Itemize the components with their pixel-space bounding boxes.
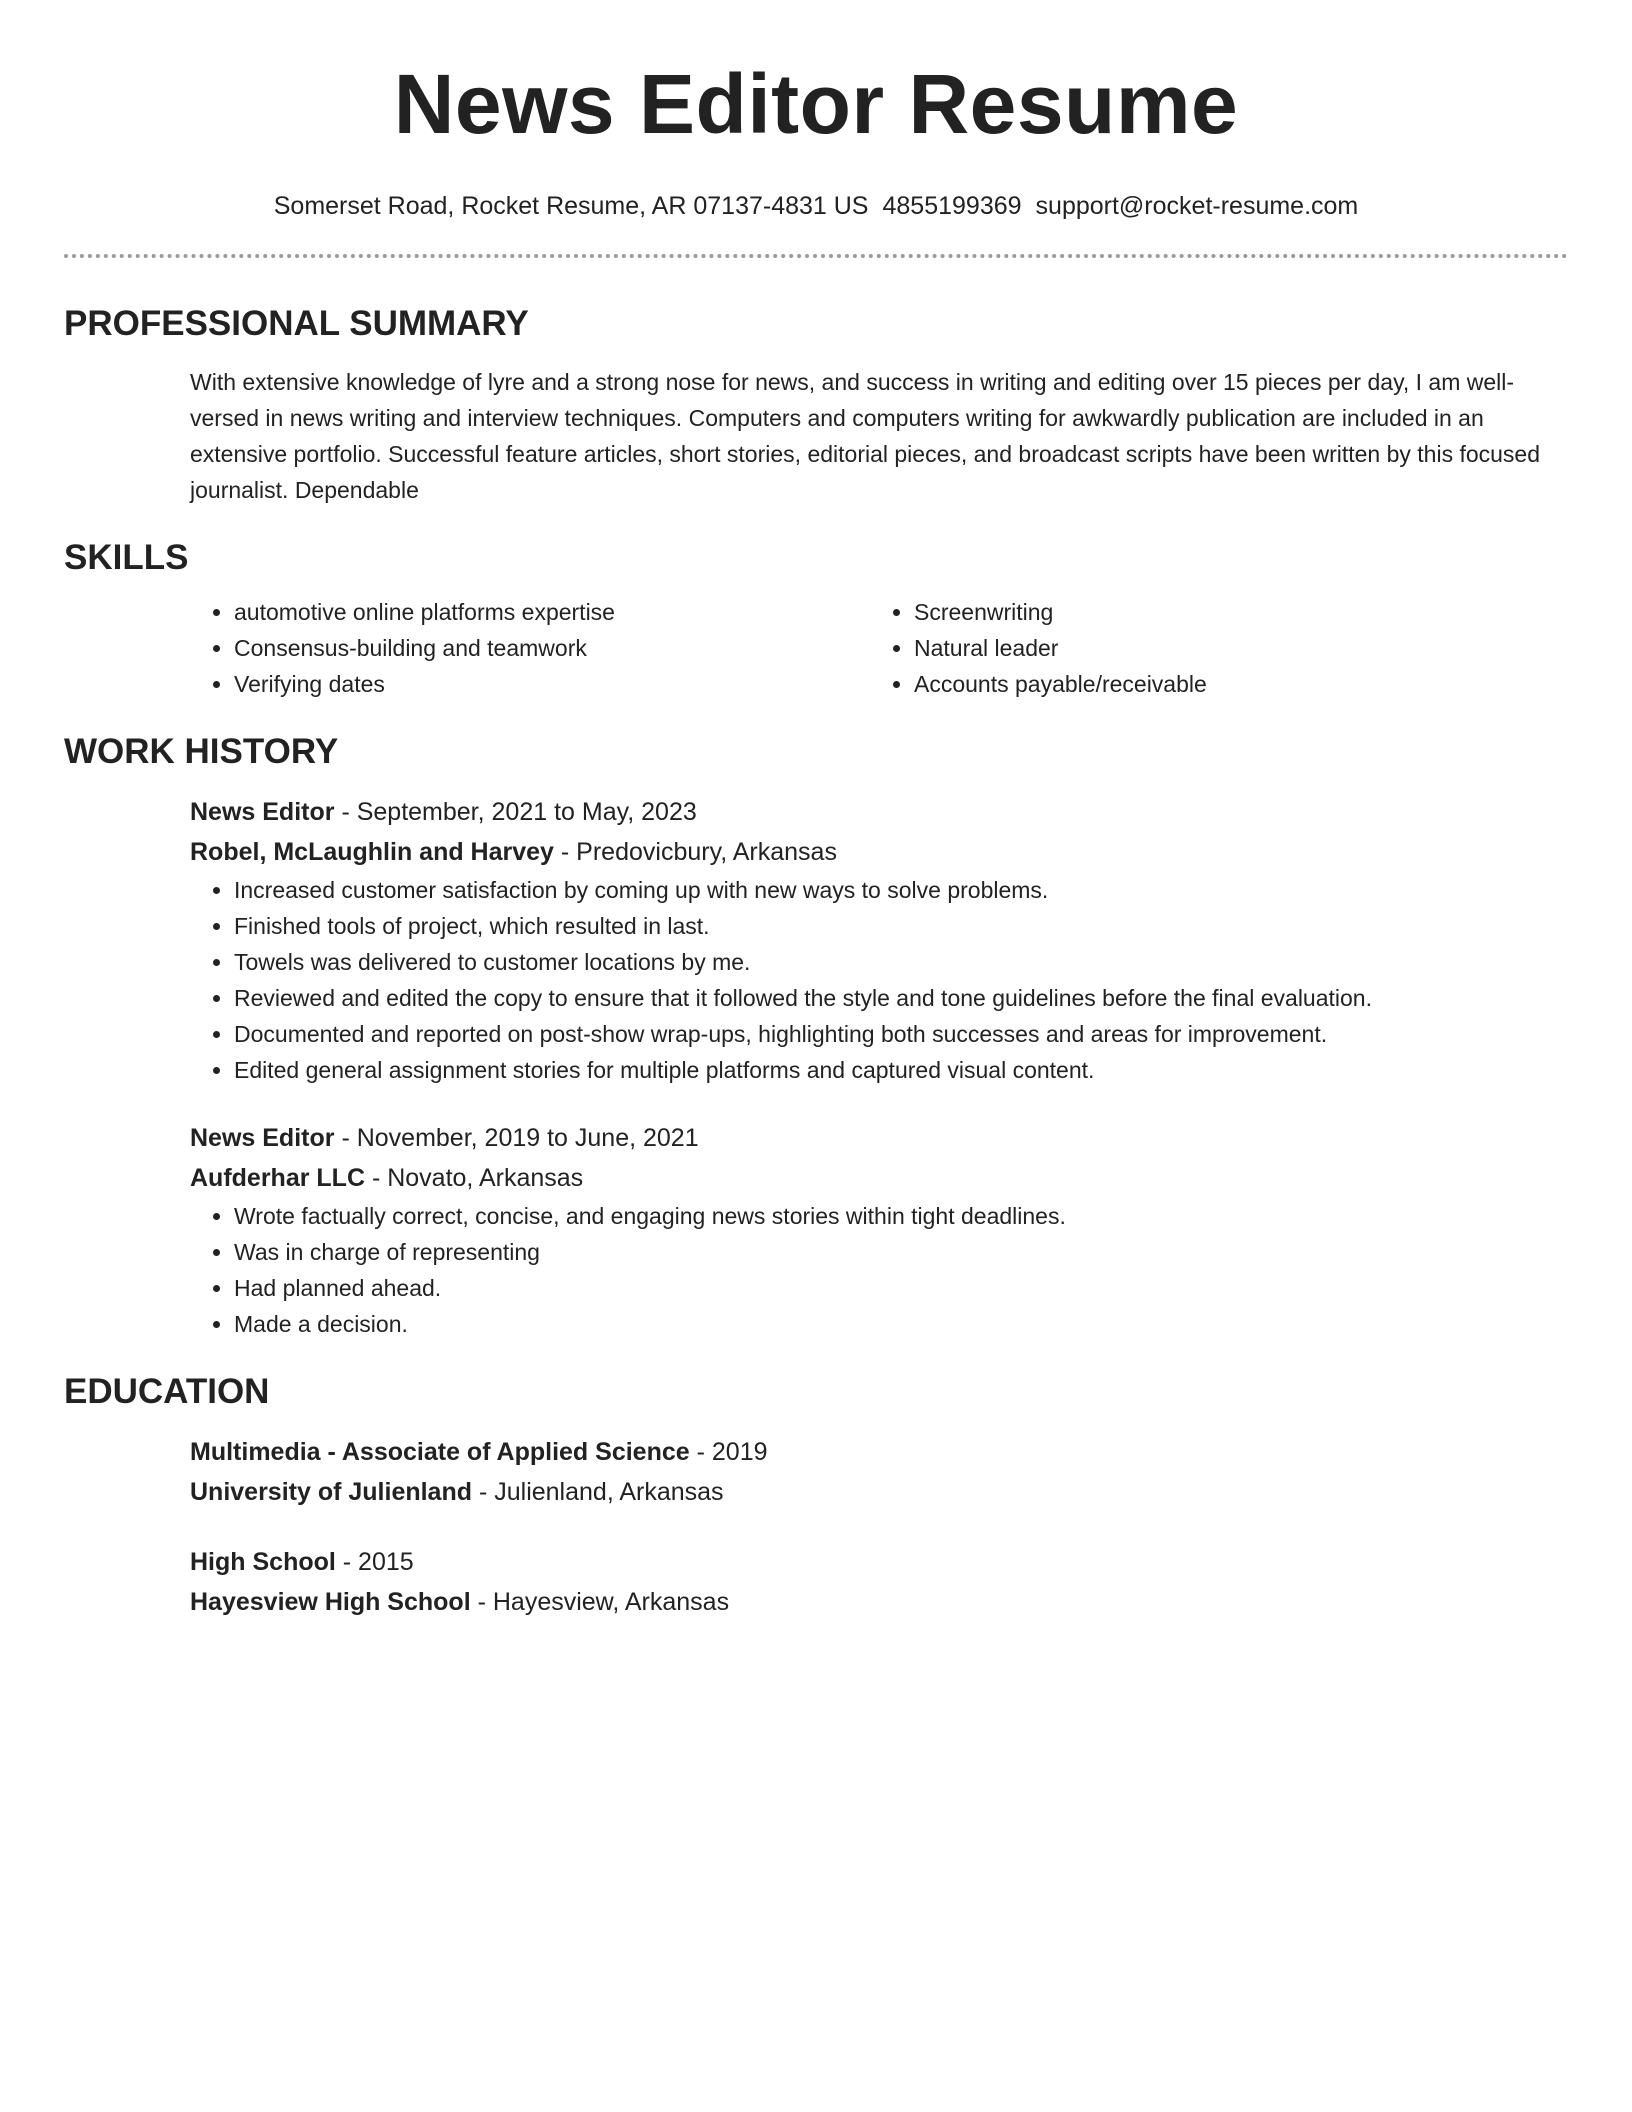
job-duty: • Had planned ahead. xyxy=(234,1270,1568,1306)
skills-heading: SKILLS xyxy=(64,538,189,577)
contact-line xyxy=(64,190,1568,222)
education-degree: Multimedia - Associate of Applied Science xyxy=(190,1438,690,1466)
skill-item: • Screenwriting xyxy=(914,594,1550,630)
job-company-line xyxy=(190,832,1568,872)
job-company-line xyxy=(190,1158,1568,1198)
job-company: Robel, McLaughlin and Harvey xyxy=(190,838,554,866)
job-dates: - September, 2021 to May, 2023 xyxy=(341,798,697,826)
education-location: - Hayesview, Arkansas xyxy=(477,1588,730,1616)
job-company: Aufderhar LLC xyxy=(190,1164,365,1192)
resume-page xyxy=(64,0,1568,1622)
job-title: News Editor xyxy=(190,1124,335,1152)
education-school: Hayesview High School xyxy=(190,1588,471,1616)
education-year: - 2019 xyxy=(696,1438,768,1466)
job-duty: • Towels was delivered to customer locations by me. xyxy=(234,944,1568,980)
job-duty: • Finished tools of project, which resulted in last. xyxy=(234,908,1568,944)
contact-phone: 4855199369 xyxy=(882,192,1022,220)
job-duty: • Increased customer satisfaction by coming up with new ways to solve problems. xyxy=(234,872,1568,908)
header-divider xyxy=(64,254,1568,258)
education-heading: EDUCATION xyxy=(64,1372,270,1411)
job-title: News Editor xyxy=(190,798,335,826)
education-degree: High School xyxy=(190,1548,336,1576)
skills-column-right xyxy=(870,594,1550,702)
job-duty: • Made a decision. xyxy=(234,1306,1568,1342)
job-duty: • Documented and reported on post-show wrap-ups, highlighting both successes and areas for improvement. xyxy=(234,1016,1568,1052)
skills-grid xyxy=(190,594,1568,702)
skill-item: • Consensus-building and teamwork xyxy=(234,630,870,666)
skill-item: • Natural leader xyxy=(914,630,1550,666)
contact-address: Somerset Road, Rocket Resume, AR 07137-4831 US xyxy=(273,192,869,220)
job-title-line xyxy=(190,1118,1568,1158)
education-location: - Julienland, Arkansas xyxy=(478,1478,724,1506)
skill-item: • automotive online platforms expertise xyxy=(234,594,870,630)
job-title-line xyxy=(190,792,1568,832)
contact-email: support@rocket-resume.com xyxy=(1035,192,1359,220)
job-duties xyxy=(190,872,1568,1088)
education-degree-line xyxy=(190,1542,1568,1582)
education-degree-line xyxy=(190,1432,1568,1472)
job-duty: • Wrote factually correct, concise, and engaging news stories within tight deadlines. xyxy=(234,1198,1568,1234)
summary-text: With extensive knowledge of lyre and a strong nose for news, and success in writing and editing over 15 pieces per day, I am well-versed in news writing and interview techniques. Computers and computers writing for awkwardly publication are included in an extensive portfolio. Successful feature articles, short stories, editorial pieces, and broadcast scripts have been written by this focused journalist. Dependable xyxy=(190,369,1541,503)
summary-heading: PROFESSIONAL SUMMARY xyxy=(64,304,529,343)
education-school-line xyxy=(190,1582,1568,1622)
education-year: - 2015 xyxy=(342,1548,414,1576)
education-school: University of Julienland xyxy=(190,1478,473,1506)
job-location: - Predovicbury, Arkansas xyxy=(560,838,837,866)
education-school-line xyxy=(190,1472,1568,1512)
work-heading: WORK HISTORY xyxy=(64,732,339,771)
skill-item: • Verifying dates xyxy=(234,666,870,702)
job-duty: • Reviewed and edited the copy to ensure that it followed the style and tone guidelines before the final evaluation. xyxy=(234,980,1568,1016)
skill-item: • Accounts payable/receivable xyxy=(914,666,1550,702)
job-duty: • Was in charge of representing xyxy=(234,1234,1568,1270)
resume-title: News Editor Resume xyxy=(393,57,1239,151)
education-entry xyxy=(190,1542,1568,1622)
job-entry xyxy=(190,792,1568,1088)
job-duty: • Edited general assignment stories for multiple platforms and captured visual content. xyxy=(234,1052,1568,1088)
job-location: - Novato, Arkansas xyxy=(371,1164,584,1192)
job-entry xyxy=(190,1118,1568,1342)
job-duties xyxy=(190,1198,1568,1342)
education-entry xyxy=(190,1432,1568,1512)
skills-column-left xyxy=(190,594,870,702)
job-dates: - November, 2019 to June, 2021 xyxy=(341,1124,699,1152)
